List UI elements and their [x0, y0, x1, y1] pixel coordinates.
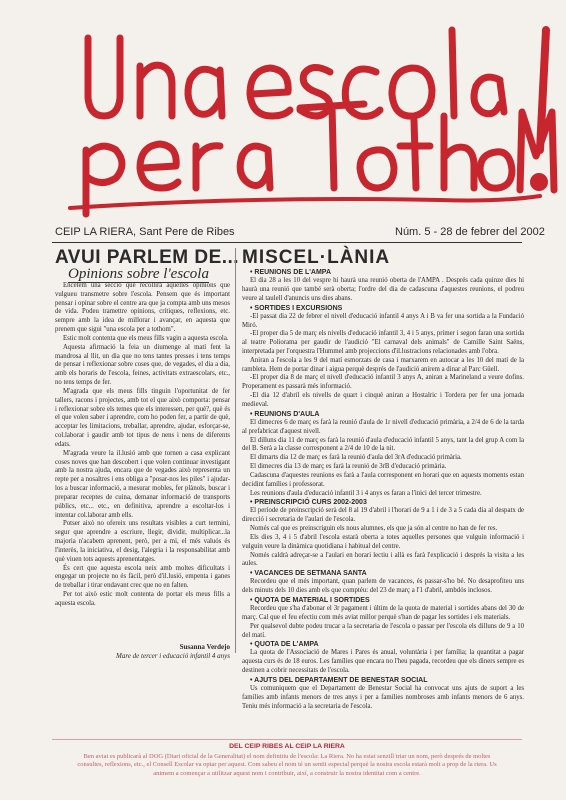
section-paragraph: Us comuniquem que el Departament de Benestar Social ha convocat uns ajuts de suport a les famílies amb infants menors de tres anys i per a famílies nombroses amb infants menors de 6 anys. Teniu més informació a la secretaria de l'escola.	[242, 685, 524, 710]
section-paragraph: Recordeu que el més important, quan parlem de vacances, és passar-s'ho bé. No desaprofiteu uns dels minuts dels 10 dies amb els que comptéu: del 23 de març a l'1 d'abril, ambdós inclosos.	[242, 578, 524, 595]
section-heading: • QUOTA DE MATERIAL I SORTIDES	[242, 596, 524, 605]
left-paragraph: Aquesta afirmació la feia un diumenge al matí fent la mandrosa al llit, un dia que no tens tantes presses i tens temps de pensar i reflexionar sobre coses que, de vegades, el dia a dia, amb els horaris de l'escola, feines, activitats extraescolars, etc., no tens temps de fer.	[55, 343, 230, 387]
section-paragraph: Per qualsevol dubte podeu trucar a la secretaria de l'escola o passar per l'escola els dilluns de 9 a 10 del matí.	[242, 622, 524, 639]
section-paragraph: El dimecres 6 de març es farà la reunió d'aula de 1r nivell d'educació primària, a 2/4 de 6 de la tarda al prefabricat d'aquest nivell.	[242, 418, 524, 435]
section-heading: • SORTIDES I EXCURSIONS	[242, 304, 524, 313]
school-name: CEIP LA RIERA, Sant Pere de Ribes	[55, 226, 235, 238]
masthead-logo	[0, 0, 566, 220]
signature-name: Susanna Verdejo	[179, 643, 230, 651]
section-paragraph: Només cal que es preinscriguin els nous alumnes, els que ja són al centre no han de fer res.	[250, 525, 498, 533]
left-paragraph: Encetem una secció que recollirà aquelles opinions que vulgueu transmetre sobre l'escola. Pensem que és important pensar i opinar sobre el centre ara que ja compta amb uns mesos de vida. Podeu tramettre opinions, crítiques, reflexions, etc. sempre amb la idea de millorar i avançar, en aquesta que prenem que sigui "una escola per a tothom".	[55, 282, 230, 334]
footer-text: Ben aviat es publicarà al DOG (Diari oficial de la Generalitat) el nom definitiu de l'escola: La Riera. No ha estat senzill triar un nom, però després de moltes consultes, reflexions, etc., el Consell Escolar va optar per aquest. Com sabeu el nom té un sentit especial perquè la nostra escola estarà molt a prop de la riera. Us animem a començar a utilitzar aquest nom i contribuir, així, a construir la nostra identitat com a centre.	[77, 753, 497, 777]
left-paragraph: Potser això no ofereix uns resultats visibles a curt termini, segur que aprendre a escriure, llegir, dividir, multiplicar...la majoria n'acabem aprenent, però, per a mi, el més valuós és l'interès, la iniciativa, el desig, l'alegria i la responsabilitat amb què viuen tots aquests aprenentatges.	[55, 520, 230, 563]
section-paragraph: -El passat dia 22 de febrer el nivell d'educació infantil 4 anys A i B va fer una sortida a la Fundació Miró.	[242, 312, 524, 329]
left-article-body	[55, 282, 230, 609]
section-paragraph: Cadascuna d'aquestes reunions es farà a l'aula corresponent en horari que en aquests moments estan decidint famílies i professorat.	[242, 471, 524, 488]
section-paragraph: Només caldrà adreçar-se a l'aulari en horari lectiu i allà es farà l'explicació i després la visita a les aules.	[242, 551, 524, 568]
section-paragraph: El dimecres dia 13 de març es farà la reunió de 3rB d'educació primària.	[250, 463, 447, 471]
section-paragraph: El període de preinscripció serà del 8 al 19 d'abril i l'horari de 9 a 1 i de 3 a 5 cada dia al despatx de direcció i secretaria de l'aulari de l'escola.	[242, 507, 524, 524]
section-paragraph: Aniran a l'escola a les 9 del matí esmorzats de casa i marxarem en autocar a les 10 del matí de la rambleta. Hem de portar dinar i aigua perquè després de l'audició anirem a dinar al Parc Güell.	[242, 356, 524, 373]
left-paragraph: M'agrada veure la il.lusió amb que tornen a casa explicant coses noves que han descobert i que volen continuar investigant amb la nostra ajuda, encara que de vegades això representa un repte per a nosaltres i ens obliga a "posar-nos les piles" i ajudar-los a buscar informació, a mesurar mobles, fer plànols, buscar i preparar receptes de cuina, demanar informació de transports públics, etc... etc., en definitiva, aprendre a escoltar-los i intentar col.laborar amb ells.	[55, 449, 230, 519]
section-paragraph: -El proper dia 5 de març els nivells d'educació infantil 3, 4 i 5 anys, primer i segon faran una sortida al teatre Poliorama per gaudir de l'audició "El carnaval dels animals" de Camille Saint Saëns, interpretada per l'orquestra l'Hummel amb projeccions d'il.lustracions relacionades amb l'obra.	[242, 330, 524, 355]
section-heading: • PREINSCRIPCIÓ CURS 2002-2003	[242, 498, 524, 507]
issue-number: Núm. 5 - 28 de febrer del 2002	[395, 226, 545, 238]
footer-title: DEL CEIP RIBES AL CEIP LA RIERA	[229, 743, 345, 750]
left-article-subheading: Opinions sobre l'escola	[68, 266, 209, 282]
section-paragraph: La quota de l'Associació de Mares i Pares és anual, voluntària i per família; la quantitat a pagar aquesta curs és de 18 euros. Les famílies que encara no l'heu pagada, recordeu que els diners sempre es destinen a cobrir necessitats de l'escola.	[242, 649, 524, 675]
section-paragraph: -El proper dia 8 de març el nivell d'educació infantil 3 anys A, aniran a Marineland a veure dofins. Properament es passarà més informació.	[242, 374, 524, 391]
left-article-heading: AVUI PARLEM DE...	[55, 247, 240, 268]
signature-role: Mare de tercer i educació infantil 4 anys	[116, 652, 230, 660]
section-paragraph: Els dies 3, 4 i 5 d'abril l'escola estarà oberta a totes aquelles persones que vulguin informació i vulguin veure la dinàmica quotidiana i habitual del centre.	[242, 533, 524, 550]
section-heading: • REUNIONS DE L'AMPA	[242, 268, 524, 277]
section-paragraph: El dilluns dia 11 de març es farà la reunió d'aula d'educació infantil 5 anys, tant la del grup A com la del B. Serà a la classe corresponent a 2/4 de 10 de la nit.	[242, 436, 524, 453]
section-heading: • REUNIONS D'AULA	[242, 410, 524, 419]
section-paragraph: El dia 28 a les 10 del vespre hi haurà una reunió oberta de l'AMPA . Després cada quinze dies hi haurà una reunió que també serà oberta; l'ordre del dia de cadascuna d'aquestes reunions, el podreu veure al taulell d'anuncis uns dies abans.	[242, 277, 524, 302]
section-paragraph: Les reunions d'aula d'educació infantil 3 i 4 anys es faran a l'inici del tercer trimestre.	[250, 489, 482, 497]
section-paragraph: -El dia 12 d'abril els nivells de quart i cinquè aniran a Hostalric i Tordera per fer una jornada medieval.	[242, 392, 524, 408]
left-paragraph: M'agrada que els meus fills tinguin l'oportunitat de fer tallers, racons i projectes, amb tot el que això comporta: pensar i reflexionar sobre els temes que els interessen, per què?, què és el que volen saber i aprendre, com ho poden fer, a partir de què, acceptar les limitacions, treballar, aprendre, ajudar, esforçar-se, col.laborar i gaudir amb tot tipus de nens i nens de diferents edats.	[55, 387, 230, 448]
section-heading: • VACANCES DE SETMANA SANTA	[242, 569, 524, 578]
section-heading: • AJUTS DEL DEPARTAMENT DE BENESTAR SOCIAL	[242, 676, 524, 685]
column-divider	[235, 248, 236, 653]
section-paragraph: Recordeu que s'ha d'abonar el 3r pagament i últim de la quota de material i sortides abans del 30 de març. Cal que el feu efectiu com més aviat millor perquè s'han de pagar les sortides i els materials.	[242, 605, 524, 621]
right-article-heading: MISCEL·LÀNIA	[242, 247, 391, 268]
right-article-body	[242, 268, 524, 712]
section-heading: • QUOTA DE L'AMPA	[242, 640, 524, 649]
left-paragraph: Estic molt contenta que els meus fills vagin a aquesta escola.	[63, 334, 229, 342]
header-divider	[52, 242, 522, 243]
left-paragraph: Per tot això estic molt contenta de portar els meus fills a aquesta escola.	[55, 590, 230, 607]
left-paragraph: És cert que aquesta escola neix amb moltes dificultats i engegar un projecte no és fàcil, però d'il.lusió, empenta i ganes de treballar i tirar endavant crec que no en falten.	[55, 564, 230, 590]
section-paragraph: El dimarts dia 12 de març es farà la reunió d'aula del 3rA d'educació primària.	[250, 454, 462, 462]
